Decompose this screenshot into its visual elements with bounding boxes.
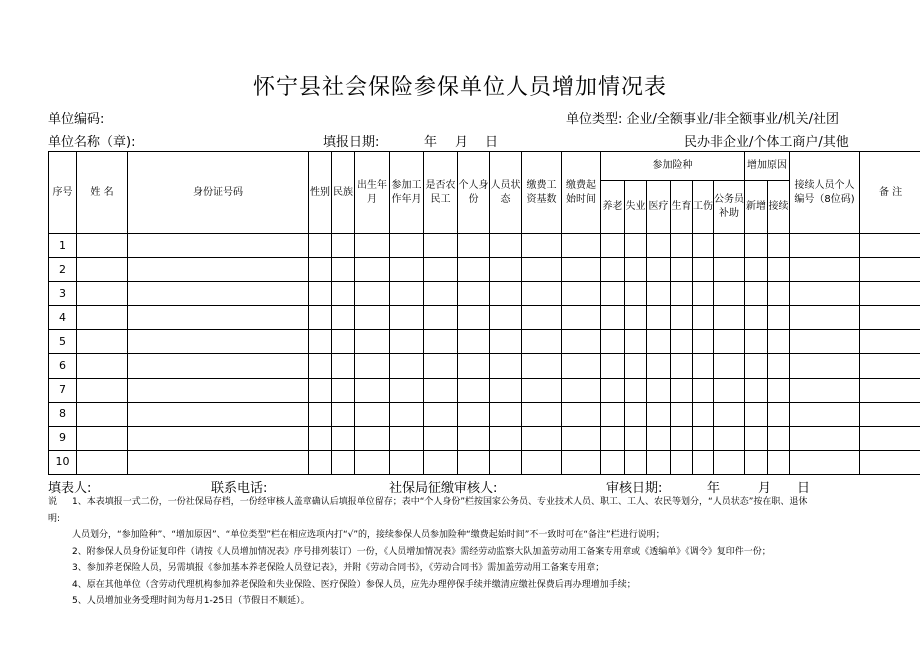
table-row bbox=[49, 234, 920, 258]
table-cell[interactable] bbox=[77, 402, 128, 426]
fill-date-month: 月 bbox=[455, 135, 469, 150]
table-cell[interactable] bbox=[309, 402, 332, 426]
table-cell[interactable] bbox=[625, 306, 647, 330]
table-cell[interactable] bbox=[647, 282, 671, 306]
reviewer-label: 社保局征缴审核人: bbox=[389, 481, 498, 496]
table-cell[interactable] bbox=[768, 234, 790, 258]
table-cell[interactable] bbox=[625, 258, 647, 282]
table-cell[interactable] bbox=[309, 282, 332, 306]
table-cell[interactable] bbox=[77, 234, 128, 258]
table-cell[interactable] bbox=[693, 450, 714, 474]
table-row bbox=[49, 282, 920, 306]
table-cell[interactable] bbox=[424, 450, 458, 474]
table-cell[interactable] bbox=[424, 306, 458, 330]
page-title: 怀宁县社会保险参保单位人员增加情况表 bbox=[252, 75, 667, 100]
table-row bbox=[49, 258, 920, 282]
table-cell[interactable] bbox=[625, 330, 647, 354]
table-cell[interactable] bbox=[332, 450, 355, 474]
table-cell[interactable] bbox=[562, 258, 601, 282]
table-cell[interactable] bbox=[490, 354, 522, 378]
table-cell[interactable] bbox=[562, 426, 601, 450]
table-cell[interactable] bbox=[647, 378, 671, 402]
table-cell[interactable] bbox=[671, 306, 693, 330]
reason-group-header: 增加原因 bbox=[745, 152, 790, 181]
table-cell[interactable] bbox=[693, 354, 714, 378]
table-cell[interactable] bbox=[522, 234, 562, 258]
table-cell[interactable] bbox=[77, 450, 128, 474]
table-cell[interactable] bbox=[390, 234, 424, 258]
table-cell[interactable] bbox=[77, 354, 128, 378]
table-cell[interactable] bbox=[332, 234, 355, 258]
table-cell[interactable] bbox=[77, 306, 128, 330]
table-cell[interactable] bbox=[355, 282, 390, 306]
table-cell[interactable] bbox=[647, 258, 671, 282]
row-number: 1 bbox=[49, 234, 77, 258]
ins-injury-header: 工伤 bbox=[693, 181, 714, 234]
table-cell[interactable] bbox=[714, 258, 745, 282]
unit-type-line1: 单位类型: 企业/全额事业/非全额事业/机关/社团 bbox=[566, 112, 840, 127]
table-cell[interactable] bbox=[332, 354, 355, 378]
table-row bbox=[49, 354, 920, 378]
table-cell[interactable] bbox=[714, 378, 745, 402]
table-cell[interactable] bbox=[768, 306, 790, 330]
table-cell[interactable] bbox=[860, 426, 920, 450]
table-cell[interactable] bbox=[309, 426, 332, 450]
table-cell[interactable] bbox=[860, 306, 920, 330]
col-rural-header: 是否农民工 bbox=[424, 152, 458, 234]
table-cell[interactable] bbox=[390, 426, 424, 450]
table-cell[interactable] bbox=[714, 402, 745, 426]
table-cell[interactable] bbox=[490, 378, 522, 402]
note-2: 2、附参保人员身份证复印件（请按《人员增加情况表》序号排列装订）一份，《人员增加情况表》需经劳动监察大队加盖劳动用工备案专用章或《透编单》《调令》复印件一份； bbox=[72, 546, 771, 557]
table-cell[interactable] bbox=[355, 306, 390, 330]
table-cell[interactable] bbox=[458, 306, 490, 330]
col-gender-header: 性别 bbox=[309, 152, 332, 234]
table-cell[interactable] bbox=[790, 426, 860, 450]
row-number: 10 bbox=[49, 450, 77, 474]
filler-label: 填表人: bbox=[48, 481, 92, 496]
col-ethnicity-header: 民族 bbox=[332, 152, 355, 234]
table-cell[interactable] bbox=[458, 378, 490, 402]
table-cell[interactable] bbox=[790, 330, 860, 354]
table-cell[interactable] bbox=[522, 306, 562, 330]
table-cell[interactable] bbox=[309, 234, 332, 258]
table-cell[interactable] bbox=[332, 330, 355, 354]
col-id-header: 身份证号码 bbox=[128, 152, 309, 234]
table-cell[interactable] bbox=[424, 234, 458, 258]
table-cell[interactable] bbox=[601, 282, 625, 306]
table-cell[interactable] bbox=[693, 258, 714, 282]
table-cell[interactable] bbox=[355, 450, 390, 474]
table-cell[interactable] bbox=[424, 282, 458, 306]
ins-civil-subsidy-header: 公务员补助 bbox=[714, 181, 745, 234]
table-cell[interactable] bbox=[790, 234, 860, 258]
note-4: 4、原在其他单位（含劳动代理机构参加养老保险和失业保险、医疗保险）参保人员，应先办理停保手续并缴清应缴社保费后再办理增加手续； bbox=[72, 579, 636, 590]
table-cell[interactable] bbox=[390, 306, 424, 330]
table-cell[interactable] bbox=[490, 450, 522, 474]
notes-label: 说明: bbox=[48, 497, 61, 524]
table-cell[interactable] bbox=[745, 354, 768, 378]
table-cell[interactable] bbox=[355, 354, 390, 378]
review-date-label: 审核日期: bbox=[606, 481, 663, 496]
table-cell[interactable] bbox=[693, 306, 714, 330]
table-cell[interactable] bbox=[390, 258, 424, 282]
table-cell[interactable] bbox=[490, 258, 522, 282]
table-cell[interactable] bbox=[860, 234, 920, 258]
table-cell[interactable] bbox=[424, 354, 458, 378]
table-cell[interactable] bbox=[768, 258, 790, 282]
table-cell[interactable] bbox=[390, 402, 424, 426]
table-cell[interactable] bbox=[745, 234, 768, 258]
table-cell[interactable] bbox=[128, 378, 309, 402]
table-cell[interactable] bbox=[693, 330, 714, 354]
unit-type-line2: 民办非企业/个体工商户/其他 bbox=[684, 135, 849, 150]
table-cell[interactable] bbox=[671, 450, 693, 474]
table-cell[interactable] bbox=[714, 234, 745, 258]
table-cell[interactable] bbox=[790, 450, 860, 474]
table-cell[interactable] bbox=[77, 426, 128, 450]
table-cell[interactable] bbox=[625, 426, 647, 450]
table-cell[interactable] bbox=[332, 306, 355, 330]
row-number: 6 bbox=[49, 354, 77, 378]
table-cell[interactable] bbox=[768, 378, 790, 402]
table-cell[interactable] bbox=[390, 354, 424, 378]
table-cell[interactable] bbox=[647, 330, 671, 354]
table-cell[interactable] bbox=[714, 450, 745, 474]
ins-medical-header: 医疗 bbox=[647, 181, 671, 234]
table-cell[interactable] bbox=[562, 402, 601, 426]
table-cell[interactable] bbox=[671, 234, 693, 258]
table-cell[interactable] bbox=[77, 330, 128, 354]
review-date-month: 月 bbox=[758, 481, 772, 496]
table-cell[interactable] bbox=[860, 330, 920, 354]
table-cell[interactable] bbox=[860, 282, 920, 306]
table-cell[interactable] bbox=[647, 402, 671, 426]
table-cell[interactable] bbox=[768, 450, 790, 474]
reason-transfer-header: 接续 bbox=[768, 181, 790, 234]
row-number: 5 bbox=[49, 330, 77, 354]
table-cell[interactable] bbox=[671, 402, 693, 426]
note-1b: 人员划分，“参加险种”、“增加原因”、“单位类型”栏在相应选项内打“√”的，接续参保人员参加险种“缴费起始时间”不一致时可在“备注”栏进行说明； bbox=[72, 530, 665, 540]
table-cell[interactable] bbox=[768, 282, 790, 306]
fill-date-day: 日 bbox=[485, 135, 499, 150]
table-cell[interactable] bbox=[693, 378, 714, 402]
table-cell[interactable] bbox=[745, 258, 768, 282]
table-cell[interactable] bbox=[77, 282, 128, 306]
row-number: 2 bbox=[49, 258, 77, 282]
table-cell[interactable] bbox=[625, 234, 647, 258]
col-name-header: 姓 名 bbox=[77, 152, 128, 234]
table-cell[interactable] bbox=[355, 234, 390, 258]
table-cell[interactable] bbox=[355, 426, 390, 450]
table-row bbox=[49, 378, 920, 402]
col-work-start-header: 参加工作年月 bbox=[390, 152, 424, 234]
fill-date-label: 填报日期: bbox=[323, 135, 380, 150]
table-cell[interactable] bbox=[671, 426, 693, 450]
table-cell[interactable] bbox=[671, 354, 693, 378]
table-cell[interactable] bbox=[601, 306, 625, 330]
table-cell[interactable] bbox=[745, 450, 768, 474]
col-wage-base-header: 缴费工资基数 bbox=[522, 152, 562, 234]
table-cell[interactable] bbox=[625, 354, 647, 378]
table-cell[interactable] bbox=[625, 402, 647, 426]
table-cell[interactable] bbox=[562, 378, 601, 402]
table-cell[interactable] bbox=[77, 258, 128, 282]
table-cell[interactable] bbox=[458, 258, 490, 282]
table-cell[interactable] bbox=[601, 258, 625, 282]
table-cell[interactable] bbox=[714, 282, 745, 306]
phone-label: 联系电话: bbox=[211, 481, 268, 496]
note-1a: 1、本表填报一式二份，一份社保局存档，一份经审核人盖章确认后填报单位留存；表中“个人身份”栏按国家公务员、专业技术人员、职工、工人、农民等划分，“人员状态”按在职、退休 bbox=[72, 497, 808, 507]
unit-code-label: 单位编码: bbox=[48, 112, 105, 127]
table-cell[interactable] bbox=[77, 378, 128, 402]
ins-maternity-header: 生育 bbox=[671, 181, 693, 234]
table-cell[interactable] bbox=[309, 354, 332, 378]
table-cell[interactable] bbox=[309, 258, 332, 282]
table-cell[interactable] bbox=[128, 258, 309, 282]
table-cell[interactable] bbox=[647, 426, 671, 450]
table-cell[interactable] bbox=[860, 258, 920, 282]
ins-unemployment-header: 失业 bbox=[625, 181, 647, 234]
col-pay-start-header: 缴费起始时间 bbox=[562, 152, 601, 234]
table-cell[interactable] bbox=[601, 234, 625, 258]
table-cell[interactable] bbox=[714, 330, 745, 354]
table-cell[interactable] bbox=[601, 402, 625, 426]
note-5: 5、人员增加业务受理时间为每月1-25日（节假日不顺延）。 bbox=[72, 596, 310, 606]
table-cell[interactable] bbox=[390, 282, 424, 306]
table-cell[interactable] bbox=[625, 378, 647, 402]
table-cell[interactable] bbox=[332, 378, 355, 402]
insurance-group-header: 参加险种 bbox=[601, 152, 745, 181]
ins-pension-header: 养老 bbox=[601, 181, 625, 234]
table-cell[interactable] bbox=[647, 234, 671, 258]
table-cell[interactable] bbox=[860, 354, 920, 378]
table-cell[interactable] bbox=[562, 330, 601, 354]
table-cell[interactable] bbox=[128, 402, 309, 426]
table-cell[interactable] bbox=[790, 306, 860, 330]
reason-new-header: 新增 bbox=[745, 181, 768, 234]
table-cell[interactable] bbox=[745, 306, 768, 330]
table-cell[interactable] bbox=[860, 378, 920, 402]
table-cell[interactable] bbox=[745, 330, 768, 354]
table-cell[interactable] bbox=[601, 378, 625, 402]
table-cell[interactable] bbox=[309, 378, 332, 402]
table-cell[interactable] bbox=[332, 426, 355, 450]
table-cell[interactable] bbox=[768, 354, 790, 378]
table-cell[interactable] bbox=[332, 258, 355, 282]
table-cell[interactable] bbox=[355, 378, 390, 402]
table-cell[interactable] bbox=[522, 354, 562, 378]
table-cell[interactable] bbox=[671, 282, 693, 306]
table-row bbox=[49, 306, 920, 330]
table-cell[interactable] bbox=[490, 402, 522, 426]
table-cell[interactable] bbox=[745, 426, 768, 450]
table-cell[interactable] bbox=[128, 426, 309, 450]
table-cell[interactable] bbox=[693, 402, 714, 426]
col-seq-header: 序号 bbox=[49, 152, 77, 234]
notes-section bbox=[48, 494, 888, 610]
table-cell[interactable] bbox=[309, 330, 332, 354]
table-cell[interactable] bbox=[522, 378, 562, 402]
review-date-year: 年 bbox=[707, 481, 721, 496]
table-cell[interactable] bbox=[128, 330, 309, 354]
table-cell[interactable] bbox=[458, 282, 490, 306]
table-cell[interactable] bbox=[790, 354, 860, 378]
table-cell[interactable] bbox=[355, 402, 390, 426]
table-cell[interactable] bbox=[522, 282, 562, 306]
table-cell[interactable] bbox=[647, 354, 671, 378]
table-cell[interactable] bbox=[390, 450, 424, 474]
table-cell[interactable] bbox=[790, 258, 860, 282]
row-number: 9 bbox=[49, 426, 77, 450]
table-cell[interactable] bbox=[128, 282, 309, 306]
table-cell[interactable] bbox=[714, 354, 745, 378]
table-cell[interactable] bbox=[625, 450, 647, 474]
table-cell[interactable] bbox=[332, 282, 355, 306]
col-transfer-no-header: 接续人员个人编号（8位码) bbox=[790, 152, 860, 234]
table-cell[interactable] bbox=[860, 450, 920, 474]
col-birth-header: 出生年月 bbox=[355, 152, 390, 234]
personnel-table bbox=[48, 151, 920, 475]
row-number: 4 bbox=[49, 306, 77, 330]
table-cell[interactable] bbox=[128, 234, 309, 258]
table-cell[interactable] bbox=[458, 426, 490, 450]
table-cell[interactable] bbox=[790, 378, 860, 402]
table-cell[interactable] bbox=[490, 426, 522, 450]
table-row bbox=[49, 426, 920, 450]
unit-name-label: 单位名称（章): bbox=[48, 135, 136, 150]
table-cell[interactable] bbox=[458, 354, 490, 378]
table-cell[interactable] bbox=[647, 450, 671, 474]
table-cell[interactable] bbox=[714, 426, 745, 450]
table-cell[interactable] bbox=[714, 306, 745, 330]
table-cell[interactable] bbox=[647, 306, 671, 330]
table-cell[interactable] bbox=[128, 306, 309, 330]
table-cell[interactable] bbox=[309, 450, 332, 474]
table-cell[interactable] bbox=[355, 330, 390, 354]
col-remarks-header: 备 注 bbox=[860, 152, 920, 234]
table-cell[interactable] bbox=[332, 402, 355, 426]
table-cell[interactable] bbox=[424, 426, 458, 450]
table-cell[interactable] bbox=[458, 330, 490, 354]
table-cell[interactable] bbox=[562, 234, 601, 258]
table-cell[interactable] bbox=[390, 330, 424, 354]
table-cell[interactable] bbox=[424, 258, 458, 282]
table-cell[interactable] bbox=[458, 450, 490, 474]
fill-date-year: 年 bbox=[424, 135, 438, 150]
table-cell[interactable] bbox=[693, 426, 714, 450]
row-number: 7 bbox=[49, 378, 77, 402]
table-cell[interactable] bbox=[309, 306, 332, 330]
table-cell[interactable] bbox=[745, 402, 768, 426]
table-cell[interactable] bbox=[490, 330, 522, 354]
review-date-day: 日 bbox=[797, 481, 811, 496]
table-cell[interactable] bbox=[424, 330, 458, 354]
table-cell[interactable] bbox=[522, 258, 562, 282]
table-cell[interactable] bbox=[128, 450, 309, 474]
table-cell[interactable] bbox=[522, 330, 562, 354]
table-row bbox=[49, 402, 920, 426]
table-cell[interactable] bbox=[601, 330, 625, 354]
table-cell[interactable] bbox=[522, 402, 562, 426]
table-cell[interactable] bbox=[768, 330, 790, 354]
table-cell[interactable] bbox=[390, 378, 424, 402]
table-cell[interactable] bbox=[562, 354, 601, 378]
table-cell[interactable] bbox=[490, 306, 522, 330]
table-cell[interactable] bbox=[562, 450, 601, 474]
table-cell[interactable] bbox=[490, 234, 522, 258]
table-cell[interactable] bbox=[790, 402, 860, 426]
table-cell[interactable] bbox=[693, 234, 714, 258]
note-3: 3、参加养老保险人员，另需填报《参加基本养老保险人员登记表》，并附《劳动合同书》，《劳动合同书》需加盖劳动用工备案专用章； bbox=[72, 563, 605, 573]
table-cell[interactable] bbox=[424, 402, 458, 426]
row-number: 8 bbox=[49, 402, 77, 426]
table-cell[interactable] bbox=[671, 258, 693, 282]
table-cell[interactable] bbox=[625, 282, 647, 306]
table-cell[interactable] bbox=[671, 330, 693, 354]
table-cell[interactable] bbox=[562, 306, 601, 330]
table-cell[interactable] bbox=[522, 426, 562, 450]
table-cell[interactable] bbox=[424, 378, 458, 402]
table-cell[interactable] bbox=[522, 450, 562, 474]
table-cell[interactable] bbox=[768, 426, 790, 450]
table-cell[interactable] bbox=[128, 354, 309, 378]
table-cell[interactable] bbox=[601, 354, 625, 378]
table-cell[interactable] bbox=[562, 282, 601, 306]
table-cell[interactable] bbox=[790, 282, 860, 306]
table-cell[interactable] bbox=[490, 282, 522, 306]
table-cell[interactable] bbox=[671, 378, 693, 402]
table-cell[interactable] bbox=[458, 234, 490, 258]
table-cell[interactable] bbox=[601, 426, 625, 450]
table-cell[interactable] bbox=[693, 282, 714, 306]
col-status-header: 人员状态 bbox=[490, 152, 522, 234]
row-number: 3 bbox=[49, 282, 77, 306]
table-cell[interactable] bbox=[355, 258, 390, 282]
table-cell[interactable] bbox=[458, 402, 490, 426]
table-row bbox=[49, 450, 920, 474]
table-cell[interactable] bbox=[745, 378, 768, 402]
col-identity-header: 个人身份 bbox=[458, 152, 490, 234]
table-cell[interactable] bbox=[768, 402, 790, 426]
table-cell[interactable] bbox=[860, 402, 920, 426]
table-row bbox=[49, 330, 920, 354]
table-cell[interactable] bbox=[601, 450, 625, 474]
table-cell[interactable] bbox=[745, 282, 768, 306]
